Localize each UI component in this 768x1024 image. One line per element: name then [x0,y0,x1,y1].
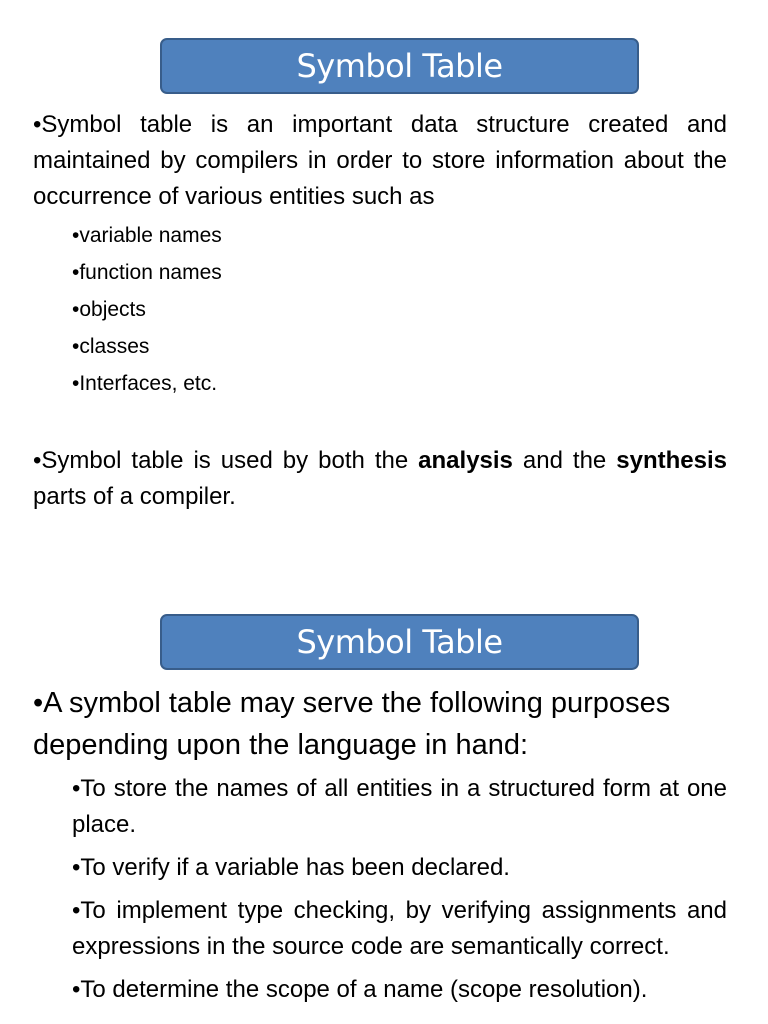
entity-item: •objects [72,298,146,321]
purpose-list [72,771,727,1015]
usage-bold-analysis: analysis [418,447,513,474]
purpose-item: •To store the names of all entities in a structured form at one place. [72,775,727,838]
purpose-item: •To determine the scope of a name (scope resolution). [72,976,648,1003]
slide-1-title-box [160,38,639,94]
slide-2-title: Symbol Table [296,623,503,661]
entity-list [72,224,222,409]
entity-item: •Interfaces, etc. [72,372,218,395]
usage-middle: and the [512,447,617,474]
usage-suffix: parts of a compiler. [33,483,236,510]
slide-1-usage [33,443,727,515]
entity-item: •classes [72,335,150,358]
slide-1-intro: •Symbol table is an important data structure created and maintained by compilers in order to store information about the occurrence of various entities such as [33,111,727,210]
entity-item: •function names [72,261,222,284]
slide-2-title-box [160,614,639,670]
slide-1-title: Symbol Table [296,47,503,85]
usage-prefix: •Symbol table is used by both the [33,447,419,474]
usage-bold-synthesis: synthesis [616,447,727,474]
slide-2-intro: •A symbol table may serve the following purposes depending upon the language in hand: [33,687,671,761]
purpose-item: •To verify if a variable has been declared. [72,854,510,881]
purpose-item: •To implement type checking, by verifying assignments and expressions in the source code are semantically correct. [72,897,727,960]
entity-item: •variable names [72,224,222,247]
